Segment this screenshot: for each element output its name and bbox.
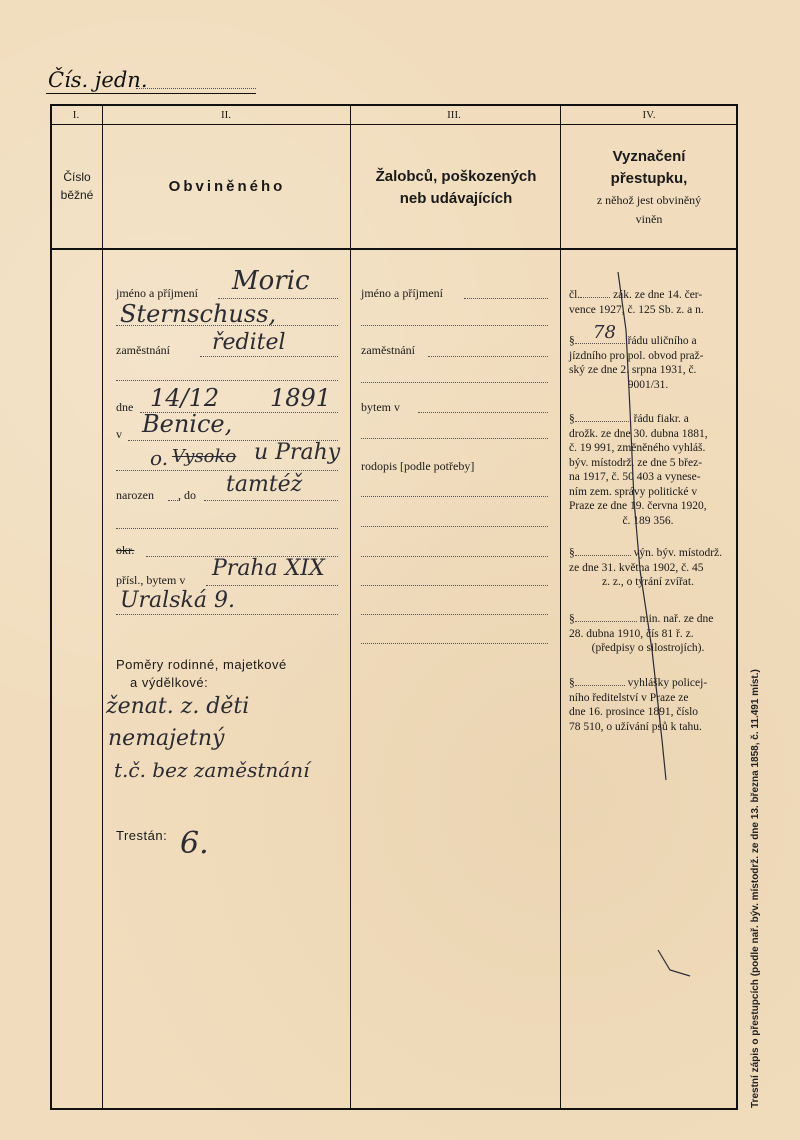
accused-year: 1891 — [270, 384, 332, 412]
plaintiff-line-5 — [361, 496, 548, 497]
offence-ref-3-d: býv. místodrž. ze dne 5 břez- — [569, 456, 703, 469]
pen-stroke — [600, 270, 703, 990]
col-3-title-a: Žalobců, poškozených — [375, 168, 537, 185]
accused-born-label: narozen — [116, 488, 154, 502]
offence-ref-2-a: řádu uličního a — [627, 335, 697, 347]
col-4-title — [562, 146, 736, 228]
cis-jedn-line — [136, 88, 256, 89]
col-1-title — [52, 168, 102, 204]
col-divider-2 — [350, 104, 351, 1110]
accused-first-name: Moric — [232, 266, 310, 296]
accused-last-name: Sternschuss, — [120, 300, 277, 328]
plaintiff-residence-label: bytem v — [361, 400, 400, 414]
offence-ref-3-f: ním zem. správy politické v — [569, 485, 698, 498]
offence-ref-1-c: vence 1927, č. 125 Sb. z. a n. — [569, 303, 704, 316]
col-3-title-b: neb udávajících — [399, 190, 513, 207]
accused-family-2: nemajetný — [108, 726, 225, 751]
accused-family-label — [116, 656, 287, 692]
accused-street-line — [116, 614, 338, 615]
plaintiff-line-10 — [361, 643, 548, 644]
col-divider-3 — [560, 104, 561, 1110]
accused-district-struck: Vysoko — [172, 446, 237, 467]
offence-ref-4-sect: § — [569, 547, 575, 559]
col-2-number: II. — [220, 109, 232, 121]
col-4-title-c: z něhož jest obviněný — [596, 193, 702, 207]
plaintiff-job-line — [428, 356, 548, 357]
offence-ref-1-a: čl. — [569, 289, 581, 301]
plaintiff-job-label: zaměstnání — [361, 343, 415, 357]
col-1-title-b: běžné — [60, 188, 94, 202]
plaintiff-line-8 — [361, 585, 548, 586]
offence-ref-6-d: 78 510, o užívání psů k tahu. — [569, 720, 702, 733]
accused-family-3: t.č. bez zaměstnání — [114, 758, 310, 782]
offence-ref-3-h: č. 189 356. — [622, 514, 674, 527]
col-4-title-d: viněn — [635, 212, 663, 226]
col-1-title-a: Číslo — [63, 170, 91, 184]
header-row-line — [50, 248, 738, 250]
accused-prisl-label: přísl., bytem v — [116, 573, 186, 587]
offence-ref-6-a: vyhlášky policej- — [627, 677, 708, 689]
offence-ref-2-d: 9001/31. — [627, 378, 669, 391]
offence-ref-5-c: (předpisy o silostrojích). — [591, 642, 705, 654]
plaintiff-line-6 — [361, 526, 548, 527]
plaintiff-name-label: jméno a příjmení — [361, 286, 443, 300]
accused-born-value: tamtéž — [226, 472, 303, 497]
accused-punished: 6. — [180, 826, 209, 861]
col-divider-1 — [102, 104, 103, 1110]
plaintiff-rodopis-label: rodopis [podle potřeby] — [361, 459, 475, 473]
accused-blank-line-2 — [116, 528, 338, 529]
offence-ref-4-b: ze dne 31. května 1902, č. 45 — [569, 561, 704, 574]
accused-family-label-b: a výdělkové: — [130, 675, 209, 690]
offence-ref-2-b: jízdního pro pol. obvod praž- — [569, 349, 704, 362]
accused-place-label: v — [116, 427, 122, 441]
offence-ref-4-c: z. z., o týrání zvířat. — [602, 576, 694, 588]
pen-stroke-path — [618, 272, 690, 976]
col-2-title: Obviněného — [168, 178, 286, 195]
accused-date-label: dne — [116, 400, 134, 414]
accused-okr-label: okr. — [116, 543, 135, 557]
accused-name-line — [218, 298, 338, 299]
offence-ref-3-a: řádu fiakr. a — [633, 413, 689, 425]
plaintiff-residence-line — [418, 412, 548, 413]
accused-job-line — [200, 356, 338, 357]
plaintiff-line-7 — [361, 556, 548, 557]
offence-ref-5-b: 28. dubna 1910, čís 81 ř. z. — [569, 627, 694, 640]
number-row-line — [50, 124, 738, 125]
offence-ref-6-b: ního ředitelství v Praze ze — [569, 691, 689, 704]
col-3-title — [352, 166, 560, 210]
accused-born-line-b — [204, 500, 338, 501]
offence-ref-6-sect: § — [569, 677, 575, 689]
accused-family-label-a: Poměry rodinné, majetkové — [116, 657, 287, 672]
side-note: Trestní zápis o přestupcích (podle nař. býv. místodrž. ze dne 13. března 1858, č. 11.491 míst.) — [750, 669, 761, 1108]
col-4-number: IV. — [642, 109, 656, 121]
plaintiff-line-2 — [361, 325, 548, 326]
offence-ref-2-value: 78 — [593, 322, 616, 343]
accused-name-label: jméno a příjmení — [116, 286, 198, 300]
plaintiff-line-9 — [361, 614, 548, 615]
offence-ref-5-a: min. nař. ze dne — [639, 613, 714, 625]
offence-ref-2-c: ský ze dne 2. srpna 1931, č. — [569, 364, 697, 376]
offence-ref-4-a: výn. býv. místodrž. — [633, 547, 722, 559]
col-4-title-b: přestupku, — [610, 170, 688, 187]
plaintiff-name-line — [464, 298, 548, 299]
offence-ref-3-b: drožk. ze dne 30. dubna 1881, — [569, 427, 708, 440]
plaintiff-line-3 — [361, 382, 548, 383]
accused-family-1: ženat. z. děti — [106, 694, 250, 719]
col-4-title-a: Vyznačení — [612, 148, 686, 165]
accused-place: Benice, — [142, 410, 233, 438]
offence-ref-2-sect: § — [569, 335, 575, 347]
accused-blank-line-1 — [116, 380, 338, 381]
col-3-number: III. — [447, 109, 461, 121]
offence-ref-3-sect: § — [569, 413, 575, 425]
accused-street: Uralská 9. — [120, 588, 235, 613]
accused-punished-label: Trestán: — [116, 828, 168, 843]
offence-ref-3-e: na 1917, č. 50 403 a vynese- — [569, 471, 701, 483]
accused-prisl-line — [206, 585, 338, 586]
plaintiff-line-4 — [361, 438, 548, 439]
offence-ref-5-sect: § — [569, 613, 575, 625]
accused-district: u Prahy — [254, 440, 341, 465]
accused-job: ředitel — [212, 330, 286, 355]
cis-jedn-label: Čís. jedn. — [48, 68, 148, 92]
accused-job-label: zaměstnání — [116, 343, 170, 357]
offence-ref-3-c: č. 19 991, změněného vyhláš. — [569, 442, 706, 454]
accused-district-prefix: o. — [150, 446, 169, 470]
header-underline — [46, 93, 256, 94]
col-1-number: I. — [72, 109, 80, 121]
accused-district-line — [116, 470, 338, 471]
accused-residence: Praha XIX — [212, 556, 325, 581]
accused-date: 14/12 — [150, 384, 220, 412]
offence-ref-6-c: dne 16. prosince 1891, číslo — [569, 706, 699, 718]
accused-born-do: , do — [178, 488, 196, 502]
offence-ref-3-g: Praze ze dne 19. června 1920, — [569, 500, 707, 512]
offence-ref-1-b: zák. ze dne 14. čer- — [613, 289, 703, 301]
